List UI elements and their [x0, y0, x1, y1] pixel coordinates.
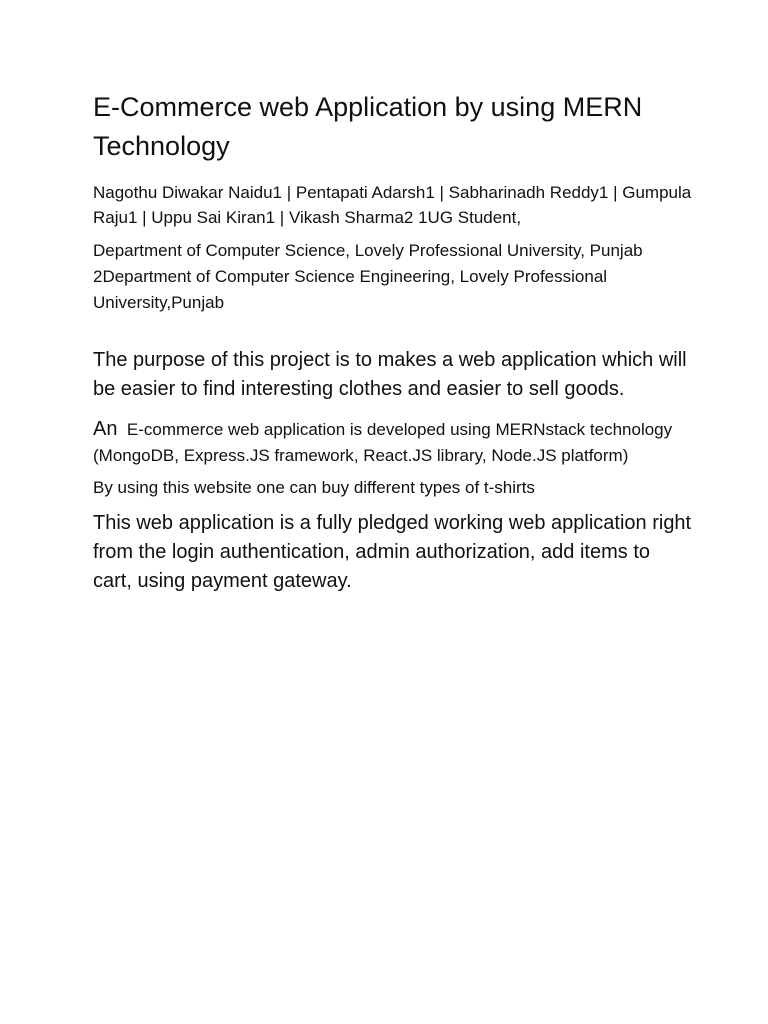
- purpose-paragraph: The purpose of this project is to makes a web application which will be easier to find interesting clothes and easier to sell goods.: [93, 349, 687, 400]
- mern-paragraph: [93, 416, 693, 469]
- tshirts-paragraph: By using this website one can buy different types of t-shirts: [93, 478, 535, 497]
- summary-paragraph: This web application is a fully pledged working web application right from the login authentication, admin authorization, add items to cart, using payment gateway.: [93, 512, 692, 592]
- mern-description: E-commerce web application is developed using MERNstack technology (MongoDB, Express.JS framework, React.JS library, Node.JS platform): [93, 420, 673, 465]
- document-body: [93, 88, 693, 596]
- affiliation-text: Department of Computer Science, Lovely Professional University, Punjab 2Department of Computer Science Engineering, Lovely Professional University,Punjab: [93, 241, 643, 312]
- document-title: E-Commerce web Application by using MERN Technology: [93, 92, 643, 161]
- author-list: Nagothu Diwakar Naidu1 | Pentapati Adarsh1 | Sabharinadh Reddy1 | Gumpula Raju1 | Uppu Sai Kiran1 | Vikash Sharma2 1UG Student,: [93, 183, 692, 227]
- mern-lead-word: An: [93, 418, 118, 440]
